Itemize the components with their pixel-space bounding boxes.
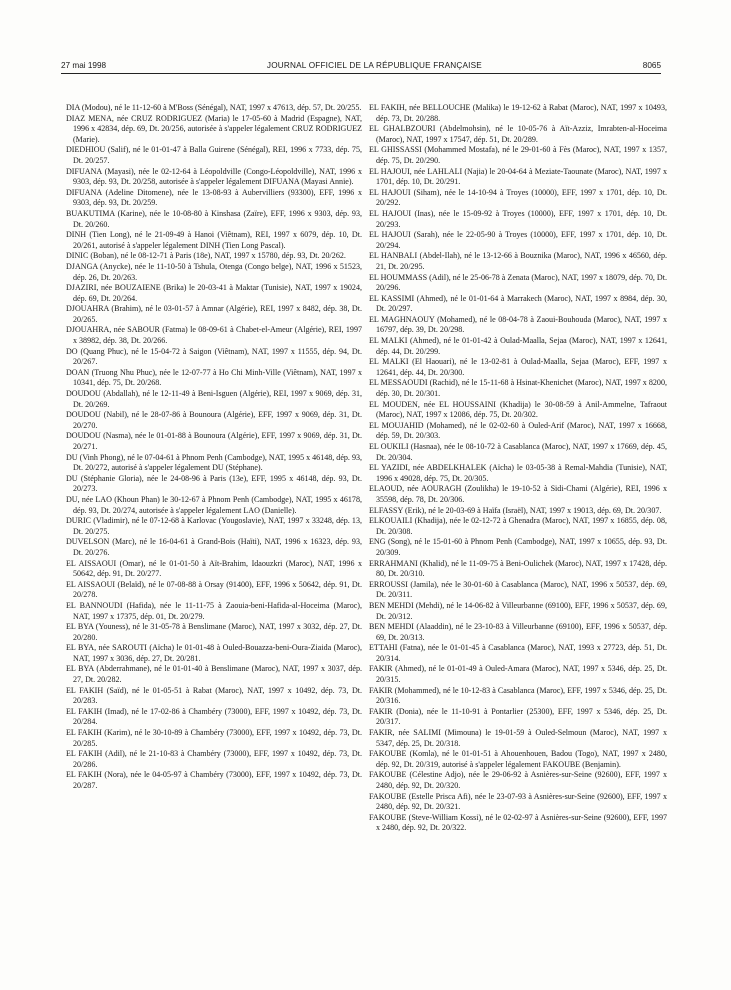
register-entry: DOAN (Truong Nhu Phuc), née le 12-07-77 à Ho Chi Minh-Ville (Viêtnam), NAT, 1997 x 10341, dép. 75, Dt. 20/268.: [66, 367, 362, 388]
register-entry: EL AISSAOUI (Belaïd), né le 07-08-88 à Orsay (91400), EFF, 1996 x 50642, dép. 91, Dt. 20/278.: [66, 579, 362, 600]
register-entry: DU (Stéphanie Gloria), née le 24-08-96 à Paris (13e), EFF, 1995 x 46148, dép. 93, Dt. 20/273.: [66, 473, 362, 494]
register-entry: DO (Quang Phuc), né le 15-04-72 à Saigon (Viêtnam), NAT, 1997 x 11555, dép. 94, Dt. 20/267.: [66, 346, 362, 367]
register-entry: EL HAJOUI (Siham), née le 14-10-94 à Troyes (10000), EFF, 1997 x 1701, dép. 10, Dt. 20/292.: [369, 187, 667, 208]
register-entry: ETTAHI (Fatna), née le 01-01-45 à Casablanca (Maroc), NAT, 1993 x 27723, dép. 51, Dt. 20/314.: [369, 643, 667, 663]
register-entry: EL MESSAOUDI (Rachid), né le 15-11-68 à Hsinat-Khenichet (Maroc), NAT, 1997 x 8200, dép. 30, Dt. 20/301.: [369, 378, 667, 399]
register-entry: FAKOUBE (Estelle Prisca Afi), née le 23-07-93 à Asnières-sur-Seine (92600), EFF, 1997 x 2480, dép. 92, Dt. 20/321.: [369, 791, 667, 812]
register-entry: DUVELSON (Marc), né le 16-04-61 à Grand-Bois (Haïti), NAT, 1996 x 16323, dép. 93, Dt. 20/276.: [66, 537, 362, 557]
register-entry: DU (Vinh Phong), né le 07-04-61 à Phnom Penh (Cambodge), NAT, 1995 x 46148, dép. 93, Dt. 20/272, autorisé à s'appeler légalement DU (Stéphane).: [66, 452, 362, 473]
register-entry: EL YAZIDI, née ABDELKHALEK (Aïcha) le 03-05-38 à Remal-Mahdia (Tunisie), NAT, 1996 x 49028, dép. 75, Dt. 20/305.: [369, 463, 667, 483]
register-entry: DU, née LAO (Khoun Phan) le 30-12-67 à Phnom Penh (Cambodge), NAT, 1995 x 46178, dép. 93, Dt. 20/274, autorisée à s'appeler légalement LAO (Danielle).: [66, 494, 362, 515]
register-entry: EL GHISSASSI (Mohammed Mostafa), né le 29-01-60 à Fès (Maroc), NAT, 1997 x 1357, dép. 75, Dt. 20/290.: [369, 145, 667, 165]
header-title: JOURNAL OFFICIEL DE LA RÉPUBLIQUE FRANÇAISE: [266, 60, 482, 70]
register-entry: DIA (Modou), né le 11-12-60 à M'Boss (Sénégal), NAT, 1997 x 47613, dép. 57, Dt. 20/255.: [66, 103, 362, 112]
register-entry: DIFUANA (Adeline Ditomene), née le 13-08-93 à Aubervilliers (93300), EFF, 1996 x 9303, dép. 93, Dt. 20/259.: [66, 187, 362, 208]
header-page-number: 8065: [642, 60, 661, 70]
register-entry: EL HANBALI (Abdel-Ilah), né le 13-12-66 à Bouznika (Maroc), NAT, 1996 x 46560, dép. 21, Dt. 20/295.: [369, 251, 667, 271]
register-entry: DOUDOU (Nabil), né le 28-07-86 à Bounoura (Algérie), EFF, 1997 x 9069, dép. 31, Dt. 20/270.: [66, 410, 362, 430]
register-entry: FAKIR (Ahmed), né le 01-01-49 à Ouled-Amara (Maroc), NAT, 1997 x 5346, dép. 25, Dt. 20/315.: [369, 664, 667, 685]
register-entry: EL GHALBZOURI (Abdelmohsin), né le 10-05-76 à Aït-Azziz, Imrabten-al-Hoceima (Maroc), NAT, 1997 x 17547, dép. 51, Dt. 20/289.: [369, 124, 667, 144]
register-entry: FAKIR (Donia), née le 11-10-91 à Pontarlier (25300), EFF, 1997 x 5346, dép. 25, Dt. 20/317.: [369, 706, 667, 727]
register-entry: EL BANNOUDI (Hafida), née le 11-11-75 à Zaouia-beni-Hafida-al-Hoceima (Maroc), NAT, 1997 x 17375, dép. 01, Dt. 20/279.: [66, 600, 362, 621]
register-entry: DOUDOU (Nasma), née le 01-01-88 à Bounoura (Algérie), EFF, 1997 x 9069, dép. 31, Dt. 20/271.: [66, 431, 362, 451]
register-entry: DIEDHIOU (Salif), né le 01-01-47 à Balla Guirene (Sénégal), REI, 1996 x 7733, dép. 75, Dt. 20/257.: [66, 145, 362, 165]
register-entry: EL HAJOUI (Sarah), née le 22-05-90 à Troyes (10000), EFF, 1997 x 1701, dép. 10, Dt. 20/294.: [369, 230, 667, 250]
register-entry: EL FAKIH (Nora), née le 04-05-97 à Chambéry (73000), EFF, 1997 x 10492, dép. 73, Dt. 20/287.: [66, 770, 362, 790]
register-entry: DINIC (Boban), né le 08-12-71 à Paris (18e), NAT, 1997 x 15780, dép. 93, Dt. 20/262.: [66, 251, 346, 261]
register-entry: EL AISSAOUI (Omar), né le 01-01-50 à Aït-Brahim, Idaouzkri (Maroc), NAT, 1996 x 50642, dép. 91, Dt. 20/277.: [66, 558, 362, 579]
register-entry: DJOUAHRA, née SABOUR (Fatma) le 08-09-61 à Chabet-el-Ameur (Algérie), REI, 1997 x 38982, dép. 38, Dt. 20/266.: [66, 325, 362, 346]
register-entry: FAKOUBE (Célestine Adjo), née le 29-06-92 à Asnières-sur-Seine (92600), EFF, 1997 x 2480, dép. 92, Dt. 20/320.: [369, 770, 667, 790]
register-entry: EL MOUDEN, née EL HOUSSAINI (Khadija) le 30-08-59 à Anil-Ammelne, Tafraout (Maroc), NAT, 1997 x 12086, dép. 75, Dt. 20/302.: [369, 399, 667, 420]
register-entry: FAKIR (Mohammed), né le 10-12-83 à Casablanca (Maroc), EFF, 1997 x 5346, dép. 25, Dt. 20/316.: [369, 685, 667, 706]
register-entry: EL BYA (Youness), né le 31-05-78 à Benslimane (Maroc), NAT, 1997 x 3032, dép. 27, Dt. 20/280.: [66, 622, 362, 642]
register-entry: DJOUAHRA (Brahim), né le 03-01-57 à Amnar (Algérie), REI, 1997 x 8482, dép. 38, Dt. 20/265.: [66, 304, 362, 324]
register-entry: EL MALKI (El Haouari), né le 13-02-81 à Oulad-Maalla, Sejaa (Maroc), EFF, 1997 x 12641, dép. 44, Dt. 20/300.: [369, 357, 667, 377]
register-entry: BUAKUTIMA (Karine), née le 10-08-80 à Kinshasa (Zaïre), EFF, 1996 x 9303, dép. 93, Dt. 20/260.: [66, 208, 362, 229]
register-entry: DINH (Tien Long), né le 21-09-49 à Hanoi (Viêtnam), REI, 1997 x 6079, dép. 10, Dt. 20/261, autorisé à s'appeler légalement DINH (Tien Long Pascal).: [66, 230, 362, 250]
register-entry: FAKIR, née SALIMI (Mimouna) le 19-01-59 à Ouled-Selmoun (Maroc), NAT, 1997 x 5347, dép. 25, Dt. 20/318.: [369, 728, 667, 748]
page-header: [61, 58, 661, 72]
register-entry: ERRAHMANI (Khalid), né le 11-09-75 à Beni-Oulichek (Maroc), NAT, 1997 x 17428, dép. 80, Dt. 20/310.: [369, 558, 667, 579]
register-entry: EL BYA, née SAROUTI (Aïcha) le 01-01-48 à Ouled-Bouazza-beni-Oura-Ziaida (Maroc), NAT, 1997 x 3036, dép. 27, Dt. 20/281.: [66, 643, 362, 663]
register-entry: BEN MEHDI (Alaaddin), né le 23-10-83 à Villeurbanne (69100), EFF, 1996 x 50537, dép. 69, Dt. 20/313.: [369, 622, 667, 642]
register-entry: EL FAKIH (Imad), né le 17-02-86 à Chambéry (73000), EFF, 1997 x 10492, dép. 73, Dt. 20/284.: [66, 706, 362, 727]
register-entry: FAKOUBE (Steve-William Kossi), né le 02-02-97 à Asnières-sur-Seine (92600), EFF, 1997 x 2480, dép. 92, Dt. 20/322.: [369, 812, 667, 833]
right-column: [369, 103, 667, 834]
register-entry: DURIC (Vladimir), né le 07-12-68 à Karlovac (Yougoslavie), NAT, 1997 x 33248, dép. 13, Dt. 20/275.: [66, 516, 362, 536]
register-entry: EL MAGHNAOUY (Mohamed), né le 08-04-78 à Zaoui-Bouhouda (Maroc), NAT, 1997 x 16797, dép. 39, Dt. 20/298.: [369, 314, 667, 335]
header-rule: [61, 73, 661, 74]
register-entry: DOUDOU (Abdallah), né le 12-11-49 à Beni-Isguen (Algérie), REI, 1997 x 9069, dép. 31, Dt. 20/269.: [66, 389, 362, 409]
header-date: 27 mai 1998: [61, 60, 107, 70]
register-entry: EL HAJOUI, née LAHLALI (Najia) le 20-04-64 à Meziate-Taounate (Maroc), NAT, 1997 x 1701, dép. 10, Dt. 20/291.: [369, 166, 667, 187]
register-entry: FAKOUBE (Komla), né le 01-01-51 à Ahouenhouen, Badou (Togo), NAT, 1997 x 2480, dép. 92, Dt. 20/319, autorisé à s'appeler légalement FAKOUBE (Benjamin).: [369, 749, 667, 769]
register-entry: DIAZ MENA, née CRUZ RODRIGUEZ (Maria) le 17-05-60 à Madrid (Espagne), NAT, 1996 x 42834, dép. 69, Dt. 20/256, autorisée à s'appeler légalement CRUZ RODRIGUEZ (Marie).: [66, 113, 362, 144]
register-entry: EL HOUMMASS (Adil), né le 25-06-78 à Zenata (Maroc), NAT, 1997 x 18079, dép. 70, Dt. 20/296.: [369, 272, 667, 293]
register-entry: DJAZIRI, née BOUZAIENE (Brika) le 20-03-41 à Maktar (Tunisie), NAT, 1997 x 19024, dép. 69, Dt. 20/264.: [66, 283, 362, 303]
register-entry: EL BYA (Abderrahmane), né le 01-01-40 à Benslimane (Maroc), NAT, 1997 x 3037, dép. 27, Dt. 20/282.: [66, 664, 362, 685]
register-entry: EL FAKIH (Saïd), né le 01-05-51 à Rabat (Maroc), NAT, 1997 x 10492, dép. 73, Dt. 20/283.: [66, 685, 362, 706]
register-entry: EL KASSIMI (Ahmed), né le 01-01-64 à Marrakech (Maroc), NAT, 1997 x 8984, dép. 30, Dt. 20/297.: [369, 293, 667, 314]
register-entry: EL OUKILI (Hasnaa), née le 08-10-72 à Casablanca (Maroc), NAT, 1997 x 17669, dép. 45, Dt. 20/304.: [369, 442, 667, 462]
register-entry: ELKOUAILI (Khadija), née le 02-12-72 à Ghenadra (Maroc), NAT, 1997 x 16855, dép. 08, Dt. 20/308.: [369, 516, 667, 536]
register-entry: ELFASSY (Erik), né le 20-03-69 à Haïfa (Israël), NAT, 1997 x 19013, dép. 69, Dt. 20/307.: [369, 505, 662, 515]
left-column: [66, 103, 362, 792]
register-entry: EL FAKIH, née BELLOUCHE (Malika) le 19-12-62 à Rabat (Maroc), NAT, 1997 x 10493, dép. 73, Dt. 20/288.: [369, 103, 667, 123]
register-entry: EL FAKIH (Adil), né le 21-10-83 à Chambéry (73000), EFF, 1997 x 10492, dép. 73, Dt. 20/286.: [66, 749, 362, 769]
register-entry: DJANGA (Anycke), née le 11-10-50 à Tshula, Otenga (Congo belge), NAT, 1996 x 51523, dép. 26, Dt. 20/263.: [66, 261, 362, 282]
register-entry: EL FAKIH (Karim), né le 30-10-89 à Chambéry (73000), EFF, 1997 x 10492, dép. 73, Dt. 20/285.: [66, 728, 362, 748]
register-entry: ELAOUD, née AOURAGH (Zoulikha) le 19-10-52 à Sidi-Chami (Algérie), REI, 1996 x 35598, dép. 78, Dt. 20/306.: [369, 484, 667, 504]
register-entry: EL HAJOUI (Inas), née le 15-09-92 à Troyes (10000), EFF, 1997 x 1701, dép. 10, Dt. 20/293.: [369, 208, 667, 229]
register-entry: ERROUSSI (Jamila), née le 30-01-60 à Casablanca (Maroc), NAT, 1996 x 50537, dép. 69, Dt. 20/311.: [369, 579, 667, 600]
register-entry: ENG (Song), né le 15-01-60 à Phnom Penh (Cambodge), NAT, 1997 x 10655, dép. 93, Dt. 20/309.: [369, 537, 667, 557]
register-entry: EL MOUJAHID (Mohamed), né le 02-02-60 à Ouled-Arif (Maroc), NAT, 1997 x 16668, dép. 59, Dt. 20/303.: [369, 420, 667, 441]
register-entry: BEN MEHDI (Mehdi), né le 14-06-82 à Villeurbanne (69100), EFF, 1996 x 50537, dép. 69, Dt. 20/312.: [369, 600, 667, 621]
register-entry: EL MALKI (Ahmed), né le 01-01-42 à Oulad-Maalla, Sejaa (Maroc), NAT, 1997 x 12641, dép. 44, Dt. 20/299.: [369, 336, 667, 356]
register-entry: DIFUANA (Mayasi), née le 02-12-64 à Léopoldville (Congo-Léopoldville), NAT, 1996 x 9303, dép. 93, Dt. 20/258, autorisée à s'appeler légalement DIFUANA (Mayasi Annie).: [66, 166, 362, 187]
